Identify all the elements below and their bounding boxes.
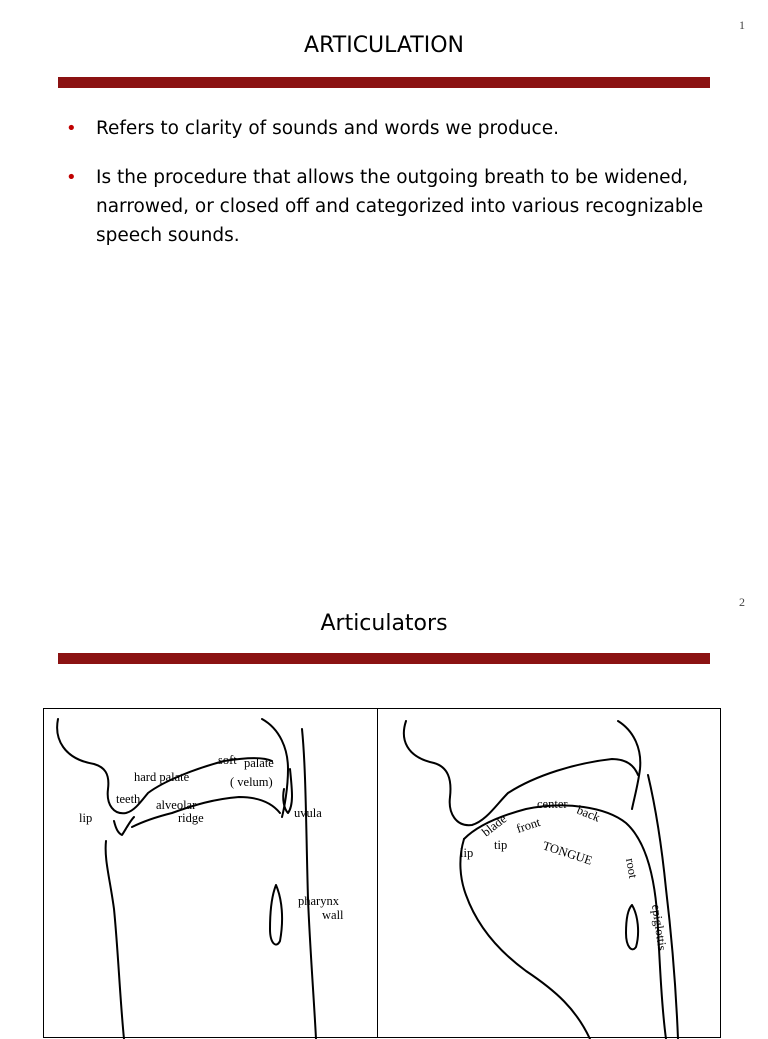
bullet-text: Is the procedure that allows the outgoing breath to be widened, narrowed, or closed off and categorized into various recognizable speech sounds. [96, 167, 704, 246]
bullet-text: Refers to clarity of sounds and words we produce. [96, 118, 559, 139]
label-ridge: ridge [178, 811, 204, 825]
label-lip: lip [460, 846, 474, 860]
label-tip: tip [494, 838, 508, 852]
label-blade: blade [479, 811, 510, 840]
label-hard-palate: hard palate [134, 770, 190, 784]
label-soft: soft [218, 753, 237, 767]
label-wall: wall [322, 908, 344, 922]
page-number: 1 [739, 18, 745, 32]
slide-title: Articulators [320, 611, 448, 636]
bullet-item [66, 114, 706, 143]
label-pharynx: pharynx [298, 894, 339, 908]
label-teeth: teeth [116, 792, 141, 806]
label-epiglottis: epiglottis [649, 903, 670, 952]
vocal-tract-diagram [43, 708, 378, 1038]
tongue-drawing [376, 709, 721, 1039]
vocal-tract-drawing [44, 709, 379, 1039]
label-palate: palate [244, 756, 274, 770]
label-back: back [574, 802, 603, 825]
label-uvula: uvula [294, 806, 322, 820]
label-alveolar: alveolar [156, 798, 197, 812]
bullet-list [66, 114, 706, 270]
bullet-item [66, 163, 706, 250]
title-divider [58, 653, 710, 664]
tongue-diagram [376, 708, 721, 1038]
bullet-icon: • [66, 118, 77, 139]
label-tongue: TONGUE [541, 838, 595, 868]
label-front: front [514, 815, 543, 836]
label-root: root [623, 857, 641, 880]
page-number: 2 [739, 595, 745, 609]
slide-title: ARTICULATION [304, 33, 464, 58]
title-divider [58, 77, 710, 88]
label-velum: ( velum) [230, 775, 273, 789]
bullet-icon: • [66, 167, 77, 188]
label-lip: lip [79, 811, 93, 825]
label-center: center [537, 797, 568, 811]
